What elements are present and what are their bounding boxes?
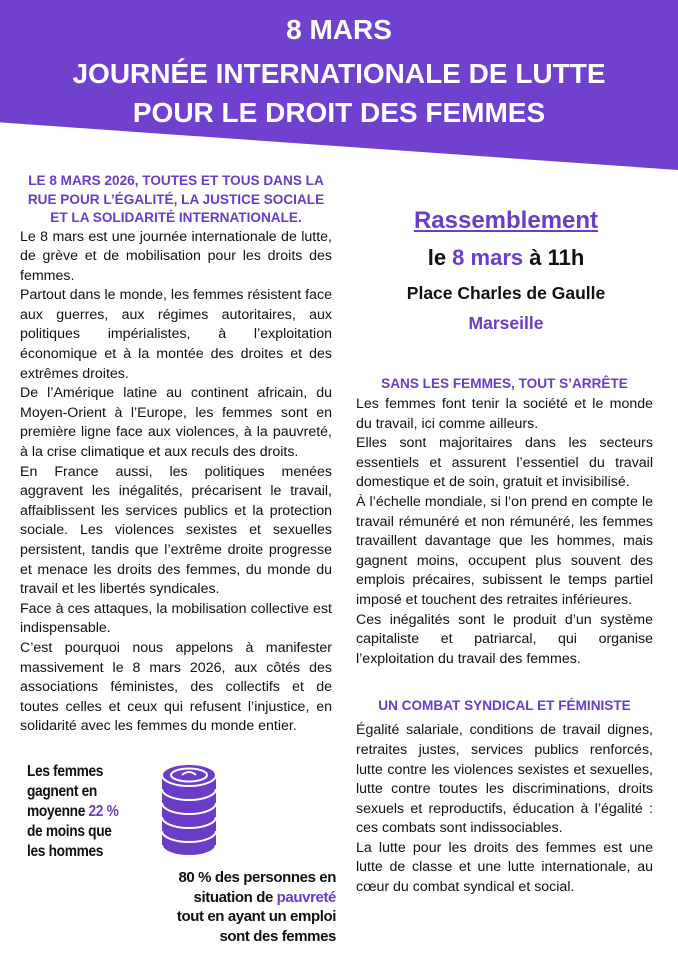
poverty-line: sont des femmes [219, 927, 336, 945]
poverty-highlight: pauvreté [276, 888, 336, 906]
coin-stack-icon [160, 755, 218, 859]
left-heading: LE 8 MARS 2026, TOUTES ET TOUS DANS LA RUE POUR L’ÉGALITÉ, LA JUSTICE SOCIALE ET LA SOLIDARITÉ INTERNATIONALE. [27, 173, 325, 225]
poverty-line: 80 % des personnes en [178, 869, 336, 886]
left-paragraph: C’est pourquoi nous appelons à manifester massivement le 8 mars 2026, aux côtés des associations féministes, des collectifs et de toutes celles et ceux qui refusent l’injustice, en solidarité avec les femmes du monde entier. [20, 639, 332, 735]
poverty-prefix: situation de [193, 888, 277, 906]
right-paragraph: Elles sont majoritaires dans les secteurs essentiels et assurent l’essentiel du travail domestique et de soin, gratuit et invisibilisé. [356, 435, 653, 491]
date-prefix: le [427, 245, 453, 270]
rassemblement-date [356, 241, 656, 275]
left-paragraph: En France aussi, les politiques menées aggravent les inégalités, précarisent le travail, affaiblissent les services publics et la protection sociale. Les violences sexistes et sexuelles persistent, tandis que l’extrême droite progresse et menace les droits des femmes, du monde du travail et les libertés syndicales. [20, 463, 332, 598]
wage-gap-value: 22 % [88, 803, 119, 820]
rassemblement-title: Rassemblement [413, 207, 599, 234]
right-column [356, 375, 653, 898]
wage-gap-line: Les femmes [27, 763, 104, 780]
wage-gap-line: de moins que [27, 823, 112, 840]
section2-heading: UN COMBAT SYNDICAL ET FÉMINISTE [378, 698, 631, 714]
left-paragraph: Le 8 mars est une journée internationale de lutte, de grève et de mobilisation pour les droits des femmes. [20, 228, 332, 284]
left-paragraph: Partout dans le monde, les femmes résistent face aux guerres, aux régimes autoritaires, aux politiques impérialistes, à l’exploitation économique et à la montée des droites et des extrêmes droites. [20, 287, 332, 382]
right-paragraph: À l’échelle mondiale, si l’on prend en compte le travail rémunéré et non rémunéré, les femmes travaillent davantage que les hommes, mais gagnent moins, occupent plus souvent des emplois précaires, subissent le temps partiel imposé et touchent des retraites inférieures. [356, 493, 653, 608]
date-highlight: 8 mars [452, 245, 524, 270]
right-paragraph: Égalité salariale, conditions de travail dignes, retraites justes, services publics renforcés, lutte contre les violences sexistes et sexuelles, lutte contre toutes les discriminations, droits sexuels et reproductifs, éducation à l’égalité : ces combats sont indissociables. [356, 722, 653, 837]
title-line-3: POUR LE DROIT DES FEMMES [132, 97, 546, 128]
right-paragraph: La lutte pour les droits des femmes est une lutte de classe et une lutte internationale, au cœur du combat syndical et social. [356, 839, 653, 896]
poverty-line: tout en ayant un emploi [176, 908, 336, 925]
title-line-2: JOURNÉE INTERNATIONALE DE LUTTE [72, 58, 606, 89]
wage-gap-line: gagnent en [27, 783, 97, 800]
right-paragraph: Les femmes font tenir la société et le monde du travail, ici comme ailleurs. [356, 396, 653, 432]
right-paragraph: Ces inégalités sont le produit d’un système capitaliste et patriarcal, qui organise l’exploitation du travail des femmes. [356, 611, 653, 667]
date-suffix: à 11h [523, 245, 585, 270]
left-paragraph: Face à ces attaques, la mobilisation collective est indispensable. [20, 600, 332, 637]
title-line-1: 8 MARS [286, 14, 392, 45]
rassemblement-block [356, 205, 656, 337]
rassemblement-place: Place Charles de Gaulle [406, 283, 606, 303]
left-paragraph: De l’Amérique latine au continent africain, du Moyen-Orient à l’Europe, les femmes sont en première ligne face aux violences, à la pauvreté, à la crise climatique et aux reculs des droits. [20, 385, 332, 461]
wage-gap-line: les hommes [27, 843, 104, 860]
poverty-stat [170, 868, 336, 946]
wage-gap-stat [27, 762, 118, 862]
rassemblement-city: Marseille [468, 313, 544, 333]
left-column [20, 172, 332, 737]
wage-gap-prefix: moyenne [27, 803, 89, 820]
poverty-line [170, 888, 336, 908]
section1-heading: SANS LES FEMMES, TOUT S’ARRÊTE [381, 376, 628, 391]
wage-gap-line [27, 802, 118, 822]
